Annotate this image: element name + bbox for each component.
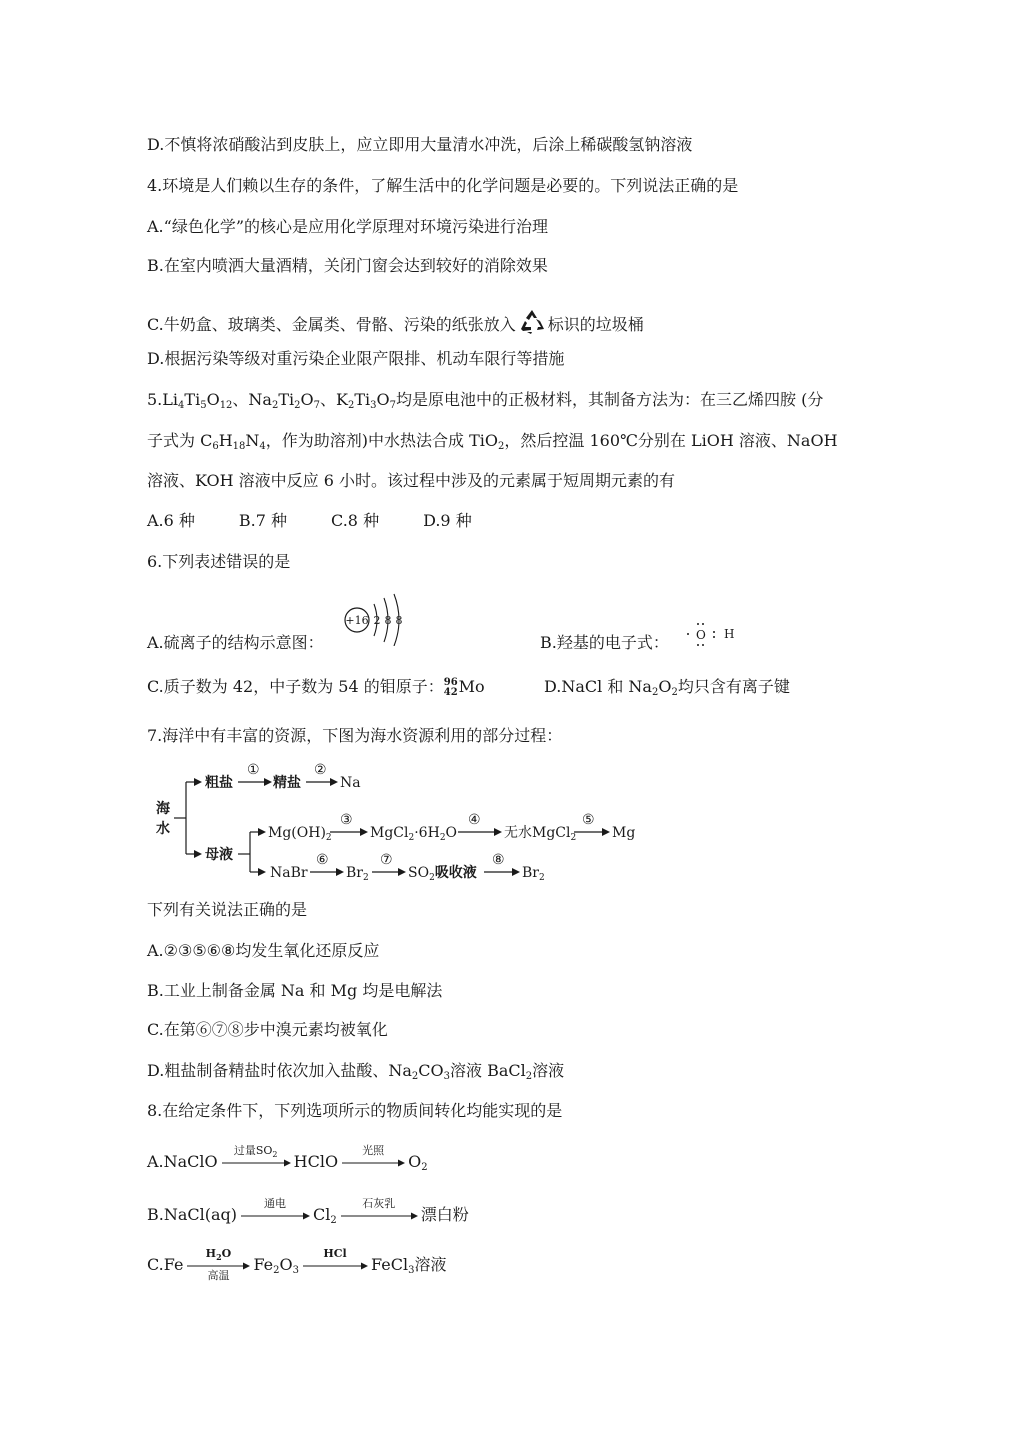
- q4-stem-text: 4.环境是人们赖以生存的条件，了解生活中的化学问题是必要的。下列说法正确的是: [147, 176, 739, 195]
- q7-option-c-text: C.在第⑥⑦⑧步中溴元素均被氧化: [147, 1020, 388, 1039]
- q8-c-end-sub: 3: [408, 1265, 415, 1276]
- q5-h: H: [218, 431, 233, 450]
- q8-b-start: B.NaCl(aq): [147, 1205, 238, 1224]
- q5-option-a: A.6 种: [147, 511, 195, 530]
- q8-b-end: 漂白粉: [420, 1205, 469, 1224]
- step-5-label: ⑤: [582, 812, 595, 828]
- q7-option-b: [147, 980, 442, 1002]
- q4-option-c: [147, 308, 644, 336]
- q6-option-c: [147, 676, 485, 698]
- br2a-sub: 2: [362, 873, 369, 883]
- step-1-label: ①: [247, 762, 260, 778]
- q5-ti: Ti: [184, 390, 201, 409]
- q5-sub: 18: [232, 441, 246, 452]
- q7-option-b-text: B.工业上制备金属 Na 和 Mg 均是电解法: [147, 981, 443, 1000]
- q8-a-mid: HClO: [293, 1152, 339, 1171]
- crude-salt-label: 粗盐: [205, 775, 233, 791]
- br2b-text: Br: [522, 865, 539, 881]
- q5-o: O: [376, 390, 390, 409]
- q7-sub: 2: [411, 1071, 419, 1082]
- step-7-label: ⑦: [380, 852, 393, 868]
- br2-product: [522, 865, 545, 883]
- q6-stem: [147, 551, 290, 573]
- q8-option-a: [147, 1143, 428, 1174]
- q8-b-cond-1: 通电: [264, 1196, 287, 1210]
- q8-stem: [147, 1100, 562, 1122]
- q8-c-cond-1-o: O: [221, 1246, 232, 1260]
- q6-sub: 2: [671, 687, 678, 698]
- q8-b-mid-sub: 2: [330, 1215, 337, 1226]
- mo-symbol: Mo: [458, 677, 485, 696]
- q4-option-d-text: D.根据污染等级对重污染企业限产限排、机动车限行等措施: [147, 349, 565, 368]
- q7-option-a: [147, 940, 379, 962]
- q5-sub: 4: [178, 400, 185, 411]
- q7-sub: 3: [443, 1071, 450, 1082]
- mass-number: 96: [443, 676, 458, 688]
- q5-sub: 2: [498, 441, 505, 452]
- q3-option-d-text: D.不慎将浓硝酸沾到皮肤上，应立即用大量清水冲洗，后涂上稀碳酸氢钠溶液: [147, 135, 693, 154]
- nucleus-label: +16: [345, 614, 369, 627]
- q8-a-end-sub: 2: [421, 1162, 428, 1173]
- mgcl2-text: MgCl: [370, 825, 409, 841]
- q5-line-1: [147, 389, 823, 411]
- q8-c-cond-1-bottom: 高温: [207, 1268, 230, 1282]
- q5-option-d: D.9 种: [423, 511, 472, 530]
- q8-c-end-post: 溶液: [414, 1255, 447, 1274]
- q7-sub: 2: [525, 1071, 533, 1082]
- sulfide-ion-diagram: [340, 590, 410, 646]
- q5-sub: 12: [219, 400, 233, 411]
- br2-intermediate: [346, 865, 369, 883]
- q5-formula-k: 、K: [320, 390, 348, 409]
- mgcl2-hydrate-label: [370, 825, 457, 843]
- q7-stem: [147, 725, 562, 747]
- step-3-label: ③: [340, 812, 353, 828]
- step-2-label: ②: [314, 762, 327, 778]
- q8-c-start: C.Fe: [147, 1255, 184, 1274]
- q8-b-arrow-2: [339, 1196, 419, 1227]
- mgoh2-text: Mg(OH): [268, 825, 326, 841]
- q5-options: [147, 510, 472, 532]
- anhydrous-mgcl2-label: [504, 824, 576, 843]
- q8-option-b: [147, 1196, 469, 1227]
- q7-question: [147, 899, 307, 921]
- oxygen-symbol: O: [696, 628, 706, 642]
- q8-stem-text: 8.在给定条件下，下列选项所示的物质间转化均能实现的是: [147, 1101, 563, 1120]
- q8-option-c: [147, 1246, 447, 1282]
- q4-stem: [147, 175, 738, 197]
- q8-c-mid: Fe: [253, 1255, 274, 1274]
- seawater-label-1: 海: [156, 801, 170, 817]
- q6-option-d-pre: D.NaCl 和 Na: [544, 677, 652, 696]
- q6-option-b: [540, 632, 669, 654]
- q6-option-c-text: C.质子数为 42，中子数为 54 的钼原子：: [147, 677, 444, 696]
- anhydrous-sub: 2: [570, 833, 577, 843]
- q5-sub: 4: [259, 441, 266, 452]
- q7-option-d-pre: D.粗盐制备精盐时依次加入盐酸、Na: [147, 1061, 412, 1080]
- q7-stem-text: 7.海洋中有丰富的资源，下图为海水资源利用的部分过程：: [147, 726, 563, 745]
- q8-a-cond-1-text: 过量SO: [233, 1143, 273, 1157]
- q6-stem-text: 6.下列表述错误的是: [147, 552, 291, 571]
- q7-co: CO: [418, 1061, 444, 1080]
- q8-c-cond-1-h: H: [205, 1246, 217, 1260]
- q5-line-2-pre: 子式为 C: [147, 431, 213, 450]
- q5-formula-na: 、Na: [232, 390, 272, 409]
- mgoh2-label: [268, 825, 332, 843]
- q7-option-d-mid: 溶液 BaCl: [450, 1061, 526, 1080]
- mgcl2-sub: 2: [408, 833, 415, 843]
- refined-salt-label: 精盐: [273, 775, 301, 791]
- step-4-label: ④: [468, 812, 481, 828]
- q8-c-cond-2: HCl: [323, 1246, 347, 1260]
- q8-c-mid-o: O: [279, 1255, 293, 1274]
- q8-a-end: O: [408, 1152, 422, 1171]
- q8-a-start: A.NaClO: [147, 1152, 218, 1171]
- q5-ti: Ti: [354, 390, 371, 409]
- h2o-o: O: [445, 825, 458, 841]
- q5-sub: 7: [313, 400, 321, 411]
- q8-b-cond-2: 石灰乳: [362, 1196, 396, 1210]
- q7-option-d: [147, 1060, 564, 1082]
- seawater-process-diagram: [150, 756, 650, 886]
- q5-n: N: [245, 431, 260, 450]
- q8-a-arrow-1: [220, 1143, 292, 1174]
- q3-option-d: [147, 134, 692, 156]
- hydroxyl-electron-dot: [682, 620, 742, 650]
- q4-option-a-text: A.“绿色化学”的核心是应用化学原理对环境污染进行治理: [147, 217, 549, 236]
- na-product: Na: [340, 775, 361, 791]
- q6-option-a: [147, 632, 324, 654]
- q6-sub: 2: [651, 687, 659, 698]
- q8-b-mid: Cl: [313, 1205, 331, 1224]
- q4-option-b: [147, 255, 548, 277]
- q5-sub: 2: [294, 400, 301, 411]
- q7-option-c: [147, 1019, 388, 1041]
- shell-1-count: 2: [373, 614, 381, 627]
- hydrate-text: ·6H: [414, 825, 440, 841]
- step-8-label: ⑧: [492, 852, 505, 868]
- mg-product: Mg: [612, 825, 636, 841]
- br2b-sub: 2: [538, 873, 545, 883]
- atomic-number: 42: [443, 686, 458, 698]
- q6-option-b-text: B.羟基的电子式：: [540, 633, 669, 652]
- q4-option-a: [147, 216, 548, 238]
- shell-3-count: 8: [395, 614, 403, 627]
- q8-c-mid-sub-1: 2: [273, 1265, 280, 1276]
- shell-2-count: 8: [384, 614, 392, 627]
- recycle-icon: [518, 308, 546, 336]
- q6-option-a-text: A.硫离子的结构示意图：: [147, 633, 324, 652]
- q5-ti: Ti: [278, 390, 295, 409]
- so2-text: SO: [408, 865, 430, 881]
- q5-sub: 5: [200, 400, 207, 411]
- anhydrous-text: 无水MgCl: [504, 825, 571, 841]
- h2o-sub: 2: [439, 833, 446, 843]
- q5-sub: 6: [212, 441, 219, 452]
- q5-line-3-text: 溶液、KOH 溶液中反应 6 小时。该过程中涉及的元素属于短周期元素的有: [147, 471, 676, 490]
- q5-line-2-mid: ，作为助溶剂)中水热法合成 TiO: [265, 431, 499, 450]
- q8-c-mid-sub-2: 3: [292, 1265, 300, 1276]
- q8-c-arrow-1: [185, 1246, 251, 1282]
- q8-a-arrow-2: [340, 1143, 406, 1174]
- br2a-text: Br: [346, 865, 363, 881]
- q4-option-c-post: 标识的垃圾桶: [547, 315, 644, 334]
- q6-o: O: [658, 677, 672, 696]
- q5-line-2: [147, 430, 838, 452]
- q7-option-a-text: A.②③⑤⑥⑧均发生氧化还原反应: [147, 941, 380, 960]
- q5-sub: 2: [271, 400, 279, 411]
- nabr-label: NaBr: [270, 865, 308, 881]
- q8-a-cond-1-sub: 2: [272, 1149, 278, 1159]
- q4-option-b-text: B.在室内喷洒大量酒精，关闭门窗会达到较好的消除效果: [147, 256, 548, 275]
- q5-option-b: B.7 种: [238, 511, 288, 530]
- mother-liquor-label: 母液: [205, 847, 233, 863]
- q6-option-d-post: 均只含有离子键: [677, 677, 790, 696]
- so2-absorbent-label: [408, 864, 477, 883]
- q7-question-text: 下列有关说法正确的是: [147, 900, 308, 919]
- seawater-label-2: 水: [156, 821, 170, 837]
- q5-line-2-post: ，然后控温 160℃分别在 LiOH 溶液、NaOH: [504, 431, 838, 450]
- q8-c-arrow-2: [301, 1246, 369, 1277]
- step-6-label: ⑥: [316, 852, 329, 868]
- q6-option-d: [544, 676, 790, 698]
- q5-o: O: [300, 390, 314, 409]
- q5-sub: 2: [347, 400, 355, 411]
- mgoh2-sub: 2: [325, 833, 332, 843]
- so2-sub: 2: [429, 873, 435, 883]
- q8-c-cond-1-sub: 2: [216, 1251, 222, 1262]
- q5-line-3: [147, 470, 675, 492]
- q5-line-1-text: 均是原电池中的正极材料，其制备方法为：在三乙烯四胺 (分: [396, 390, 824, 409]
- q8-a-cond-2: 光照: [362, 1143, 385, 1157]
- q5-sub: 7: [389, 400, 397, 411]
- q5-sub: 3: [370, 400, 377, 411]
- absorbent-text: 吸收液: [434, 865, 477, 881]
- q8-b-arrow-1: [239, 1196, 311, 1227]
- q4-option-c-pre: C.牛奶盒、玻璃类、金属类、骨骼、污染的纸张放入: [147, 315, 516, 334]
- q4-option-d: [147, 348, 564, 370]
- q7-option-d-post: 溶液: [532, 1061, 565, 1080]
- hydrogen-symbol: H: [724, 627, 735, 641]
- q5-formula-li: 5.Li: [147, 390, 179, 409]
- q5-option-c: C.8 种: [331, 511, 380, 530]
- q5-o: O: [206, 390, 220, 409]
- q8-c-end: FeCl: [371, 1255, 409, 1274]
